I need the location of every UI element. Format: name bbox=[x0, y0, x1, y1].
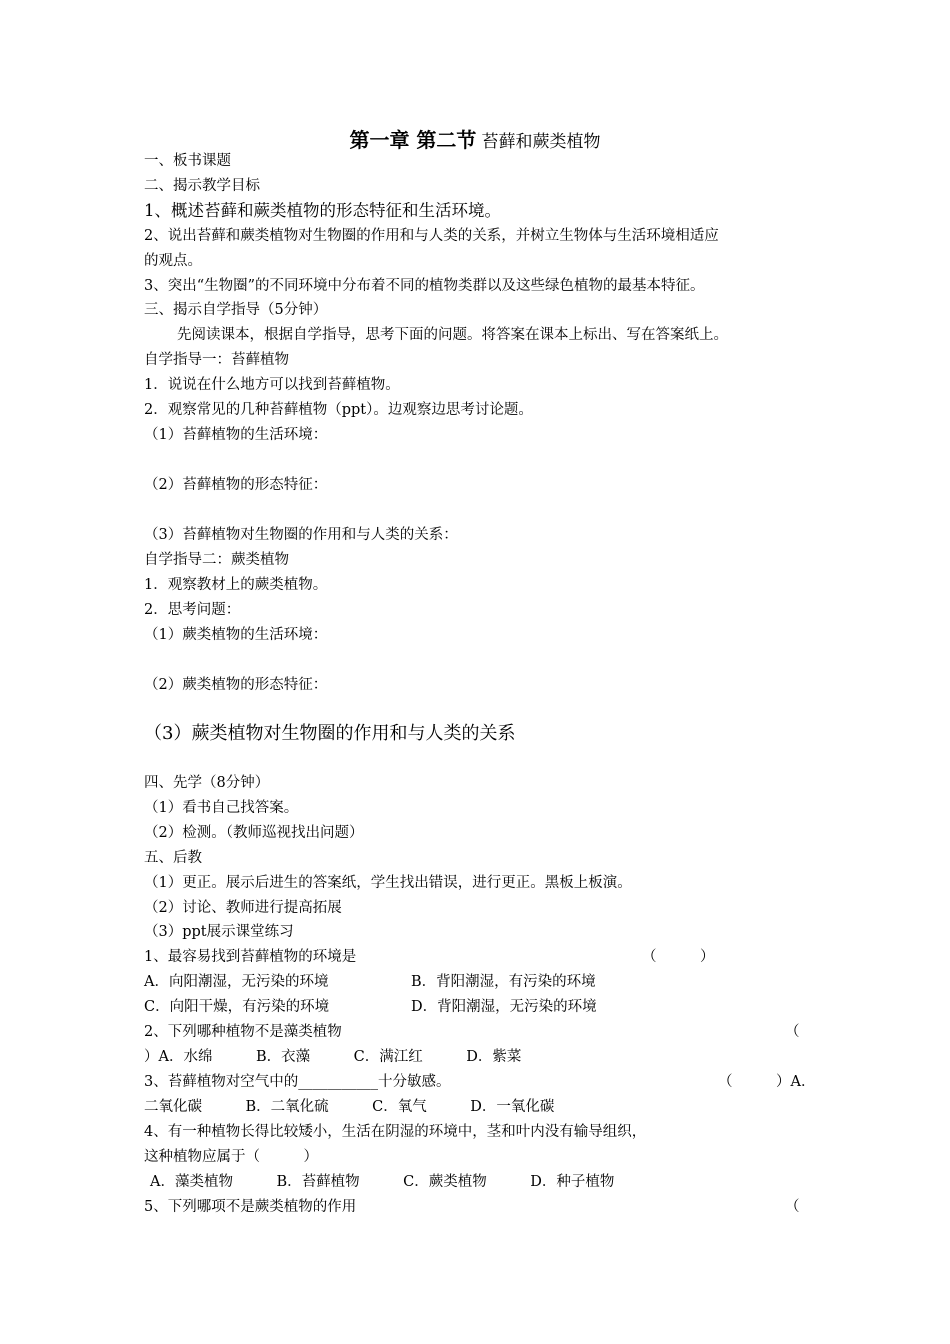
step-5-2: （2）讨论、教师进行提高拓展 bbox=[144, 900, 342, 916]
quiz-q4: 4、有一种植物长得比较矮小，生活在阴湿的环境中，茎和叶内没有输导组织， bbox=[144, 1124, 647, 1140]
objective-3: 3、突出“生物圈”的不同环境中分布着不同的植物类群以及这些绿色植物的最基本特征。 bbox=[144, 278, 705, 294]
quiz-q1-option-d: D．背阳潮湿，无污染的环境 bbox=[411, 999, 597, 1015]
quiz-q2-options: ）A．水绵 B．衣藻 C．满江红 D．紫菜 bbox=[144, 1049, 522, 1065]
guide-2-item-1: 1．观察教材上的蕨类植物。 bbox=[144, 577, 328, 593]
guide-1-item-2: 2．观察常见的几种苔藓植物（ppt）。边观察边思考讨论题。 bbox=[144, 402, 533, 418]
step-5-3: （3）ppt展示课堂练习 bbox=[144, 924, 294, 940]
step-4-2: （2）检测。（教师巡视找出问题） bbox=[144, 825, 364, 841]
document-title bbox=[0, 124, 950, 153]
quiz-q4-cont: 这种植物应属于（ ） bbox=[144, 1149, 318, 1165]
step-4-1: （1）看书自己找答案。 bbox=[144, 800, 299, 816]
heading-4: 四、先学（8分钟） bbox=[144, 775, 270, 791]
objective-2-cont: 的观点。 bbox=[144, 253, 202, 269]
heading-3: 三、揭示自学指导（5分钟） bbox=[144, 302, 328, 318]
guide-2-heading: 自学指导二：蕨类植物 bbox=[144, 552, 289, 568]
quiz-q1-option-a: A．向阳潮湿，无污染的环境 bbox=[144, 974, 329, 990]
quiz-q2: 2、下列哪种植物不是藻类植物 bbox=[144, 1024, 342, 1040]
objective-1: 1、概述苔藓和蕨类植物的形态特征和生活环境。 bbox=[144, 201, 501, 220]
quiz-q3-answer-blank: （ ）A． bbox=[718, 1074, 816, 1090]
quiz-q5-answer-blank: （ bbox=[785, 1199, 800, 1215]
quiz-q1-option-c: C．向阳干燥，有污染的环境 bbox=[144, 999, 330, 1015]
instruction-paragraph: 先阅读课本，根据自学指导，思考下面的问题。将答案在课本上标出、写在答案纸上。 bbox=[177, 327, 728, 343]
step-5-1: （1）更正。展示后进生的答案纸，学生找出错误，进行更正。黑板上板演。 bbox=[144, 875, 632, 891]
quiz-q1-answer-blank: （ ） bbox=[642, 949, 715, 965]
guide-2-q2: （2）蕨类植物的形态特征： bbox=[144, 677, 328, 693]
quiz-q3-options: 二氧化碳 B．二氧化硫 C．氧气 D．一氧化碳 bbox=[144, 1099, 555, 1115]
title-topic: 苔藓和蕨类植物 bbox=[481, 132, 601, 152]
title-chapter: 第一章 第二节 bbox=[349, 128, 477, 152]
guide-1-item-1: 1．说说在什么地方可以找到苔藓植物。 bbox=[144, 377, 400, 393]
guide-1-heading: 自学指导一：苔藓植物 bbox=[144, 352, 289, 368]
objective-2: 2、说出苔藓和蕨类植物对生物圈的作用和与人类的关系，并树立生物体与生活环境相适应 bbox=[144, 228, 719, 244]
heading-1: 一、板书课题 bbox=[144, 153, 231, 169]
quiz-q1: 1、最容易找到苔藓植物的环境是 bbox=[144, 949, 357, 965]
guide-2-q3: （3）蕨类植物对生物圈的作用和与人类的关系 bbox=[144, 723, 516, 744]
heading-5: 五、后教 bbox=[144, 850, 202, 866]
guide-2-item-2: 2．思考问题： bbox=[144, 602, 241, 618]
quiz-q3: 3、苔藓植物对空气中的___________十分敏感。 bbox=[144, 1074, 451, 1090]
heading-2: 二、揭示教学目标 bbox=[144, 178, 260, 194]
guide-1-q3: （3）苔藓植物对生物圈的作用和与人类的关系： bbox=[144, 527, 458, 543]
quiz-q1-option-b: B．背阳潮湿，有污染的环境 bbox=[411, 974, 596, 990]
quiz-q5: 5、下列哪项不是蕨类植物的作用 bbox=[144, 1199, 357, 1215]
guide-2-q1: （1）蕨类植物的生活环境： bbox=[144, 627, 328, 643]
guide-1-q1: （1）苔藓植物的生活环境： bbox=[144, 427, 328, 443]
quiz-q4-options: A．藻类植物 B．苔藓植物 C．蕨类植物 D．种子植物 bbox=[150, 1174, 615, 1190]
quiz-q2-answer-blank: （ bbox=[785, 1024, 800, 1040]
guide-1-q2: （2）苔藓植物的形态特征： bbox=[144, 477, 328, 493]
